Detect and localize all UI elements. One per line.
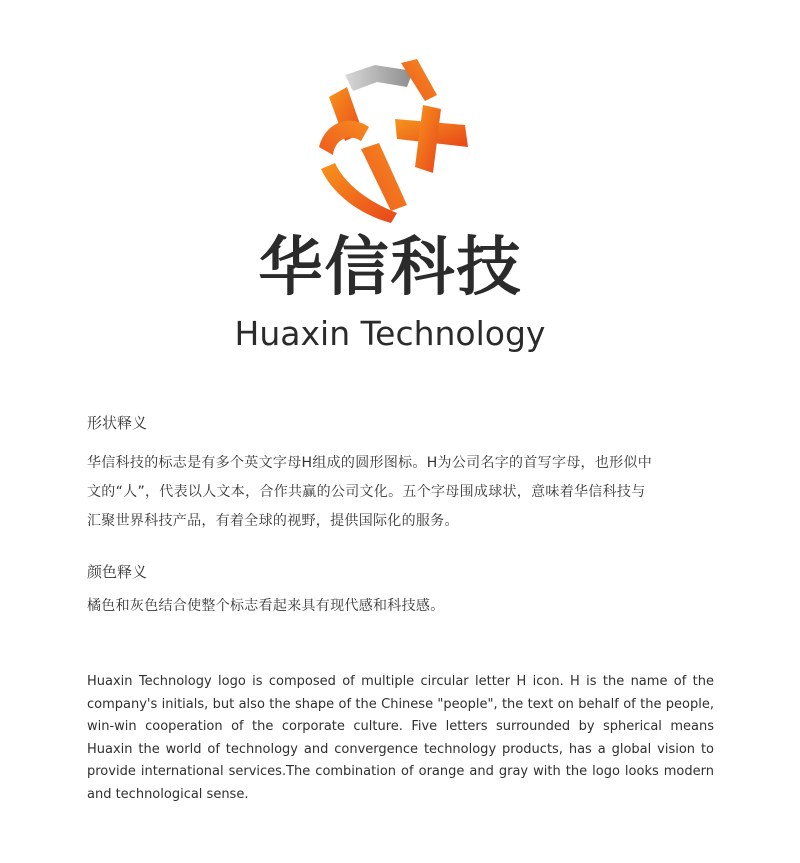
brand-name-chinese: 华信科技 <box>258 231 523 305</box>
english-description: Huaxin Technology logo is composed of multiple circular letter H icon. H is the name of the company's initials, but also the shape of the Chinese "people", the text on behalf of the people, win-win cooperation of the corporate culture. Five letters surrounded by spherical means Huaxin the world of technology and convergence technology products, has a global vision to provide international services.The combination of orange and gray with the logo looks modern and technological sense. <box>87 674 714 802</box>
color-section-title: 颜色释义 <box>87 563 148 581</box>
shape-section-text <box>87 449 717 536</box>
shape-section-title: 形状释义 <box>87 414 148 432</box>
shape-line-2: 文的“人”，代表以人文本，合作共赢的公司文化。五个字母围成球状，意味着华信科技与 <box>87 484 646 500</box>
shape-line-3: 汇聚世界科技产品，有着全球的视野，提供国际化的服务。 <box>87 513 459 529</box>
color-section-text: 橘色和灰色结合使整个标志看起来具有现代感和科技感。 <box>87 598 445 614</box>
shape-line-1: 华信科技的标志是有多个英文字母H组成的圆形图标。H为公司名字的首写字母，也形似中 <box>87 455 653 471</box>
brand-name-english: Huaxin Technology <box>234 314 546 353</box>
logo-gray-stroke <box>345 65 413 91</box>
logo-orange-stroke-right-vertical <box>415 105 441 173</box>
huaxin-logo-icon <box>305 55 480 225</box>
